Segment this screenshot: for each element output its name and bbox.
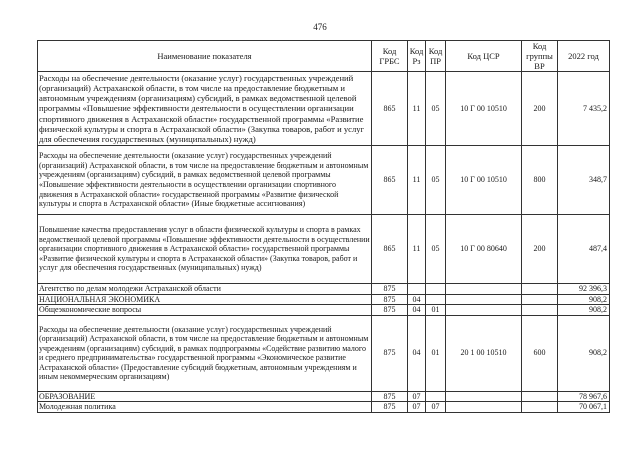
- table-header-row: [38, 41, 610, 72]
- page-number: 476: [313, 22, 327, 32]
- row-csr: [446, 391, 522, 402]
- row-name: Агентство по делам молодежи Астраханской области: [38, 284, 372, 295]
- row-grbs: 865: [372, 215, 408, 284]
- header-pr: Код ПР: [426, 41, 446, 72]
- row-grbs: 865: [372, 72, 408, 146]
- row-amount: 78 967,6: [558, 391, 610, 402]
- budget-table: [37, 40, 610, 413]
- row-rz: 07: [408, 391, 426, 402]
- row-amount: 348,7: [558, 146, 610, 215]
- row-pr: [426, 294, 446, 305]
- table-row: [38, 305, 610, 316]
- row-rz: 11: [408, 72, 426, 146]
- row-csr: [446, 284, 522, 295]
- row-csr: 10 Г 00 80640: [446, 215, 522, 284]
- table-row: [38, 72, 610, 146]
- row-rz: 04: [408, 294, 426, 305]
- row-amount: 92 396,3: [558, 284, 610, 295]
- row-grbs: 875: [372, 402, 408, 413]
- row-grbs: 875: [372, 294, 408, 305]
- header-name: Наименование показателя: [38, 41, 372, 72]
- row-vr: [522, 305, 558, 316]
- row-amount: 7 435,2: [558, 72, 610, 146]
- row-vr: [522, 284, 558, 295]
- row-vr: 800: [522, 146, 558, 215]
- row-amount: 487,4: [558, 215, 610, 284]
- row-vr: [522, 294, 558, 305]
- row-pr: [426, 284, 446, 295]
- header-csr: Код ЦСР: [446, 41, 522, 72]
- row-csr: [446, 294, 522, 305]
- header-grbs: Код ГРБС: [372, 41, 408, 72]
- row-rz: 11: [408, 215, 426, 284]
- row-csr: 10 Г 00 10510: [446, 146, 522, 215]
- row-pr: 05: [426, 72, 446, 146]
- table-row: [38, 402, 610, 413]
- row-amount: 70 067,1: [558, 402, 610, 413]
- table-row: [38, 284, 610, 295]
- row-amount: 908,2: [558, 294, 610, 305]
- row-vr: [522, 402, 558, 413]
- row-name: Общеэкономические вопросы: [38, 305, 372, 316]
- row-name: Расходы на обеспечение деятельности (оказание услуг) государственных учреждений (организаций) Астраханской области, в том числе на предоставление бюджетным и автономным учреждениям (организациям) субсидий, в рамках ведомственной целевой программы «Повышение эффективности деятельности в осуществлении организации спортивного движения в Астраханской области» государственной программы «Развитие физической культуры и спорта в Астраханской области» (Закупка товаров, работ и услуг для обеспечения государственных (муниципальных) нужд): [38, 72, 372, 146]
- row-csr: 10 Г 00 10510: [446, 72, 522, 146]
- row-grbs: 875: [372, 391, 408, 402]
- row-name: Молодежная политика: [38, 402, 372, 413]
- table-row: [38, 294, 610, 305]
- header-year: 2022 год: [558, 41, 610, 72]
- table-row: [38, 215, 610, 284]
- row-amount: 908,2: [558, 305, 610, 316]
- row-vr: 200: [522, 72, 558, 146]
- table-row: [38, 146, 610, 215]
- row-name: Расходы на обеспечение деятельности (оказание услуг) государственных учреждений (организаций) Астраханской области, в том числе на предоставление бюджетным и автономным учреждениям (организациям) субсидий, в рамках подпрограммы «Содействие развитию малого и среднего предпринимательства» государственной программы «Экономическое развитие Астраханской области» (Предоставление субсидий бюджетным, автономным учреждениям и иным некоммерческим организациям): [38, 315, 372, 391]
- row-csr: 20 1 00 10510: [446, 315, 522, 391]
- row-grbs: 875: [372, 315, 408, 391]
- row-csr: [446, 305, 522, 316]
- row-amount: 908,2: [558, 315, 610, 391]
- row-csr: [446, 402, 522, 413]
- row-pr: 01: [426, 315, 446, 391]
- row-pr: 01: [426, 305, 446, 316]
- header-rz: Код Рз: [408, 41, 426, 72]
- row-rz: 11: [408, 146, 426, 215]
- row-pr: [426, 391, 446, 402]
- row-vr: 600: [522, 315, 558, 391]
- header-vr: Код группы ВР: [522, 41, 558, 72]
- row-grbs: 875: [372, 284, 408, 295]
- row-rz: 07: [408, 402, 426, 413]
- table-row: [38, 315, 610, 391]
- row-name: НАЦИОНАЛЬНАЯ ЭКОНОМИКА: [38, 294, 372, 305]
- row-vr: 200: [522, 215, 558, 284]
- row-rz: 04: [408, 305, 426, 316]
- row-pr: 05: [426, 146, 446, 215]
- row-pr: 05: [426, 215, 446, 284]
- row-name: Повышение качества предоставления услуг в области физической культуры и спорта в рамках ведомственной целевой программы «Повышение эффективности деятельности в осуществлении организации спортивного движения в Астраханской области» государственной программы «Развитие физической культуры и спорта в Астраханской области» (Закупка товаров, работ и услуг для обеспечения государственных (муниципальных) нужд): [38, 215, 372, 284]
- row-rz: 04: [408, 315, 426, 391]
- table-row: [38, 391, 610, 402]
- row-name: Расходы на обеспечение деятельности (оказание услуг) государственных учреждений (организаций) Астраханской области, в том числе на предоставление бюджетным и автономным учреждениям (организациям) субсидий, в рамках ведомственной целевой программы «Повышение эффективности деятельности в осуществлении организации спортивного движения в Астраханской области» государственной программы «Развитие физической культуры и спорта в Астраханской области» (Иные бюджетные ассигнования): [38, 146, 372, 215]
- row-vr: [522, 391, 558, 402]
- row-rz: [408, 284, 426, 295]
- row-grbs: 865: [372, 146, 408, 215]
- row-name: ОБРАЗОВАНИЕ: [38, 391, 372, 402]
- row-pr: 07: [426, 402, 446, 413]
- row-grbs: 875: [372, 305, 408, 316]
